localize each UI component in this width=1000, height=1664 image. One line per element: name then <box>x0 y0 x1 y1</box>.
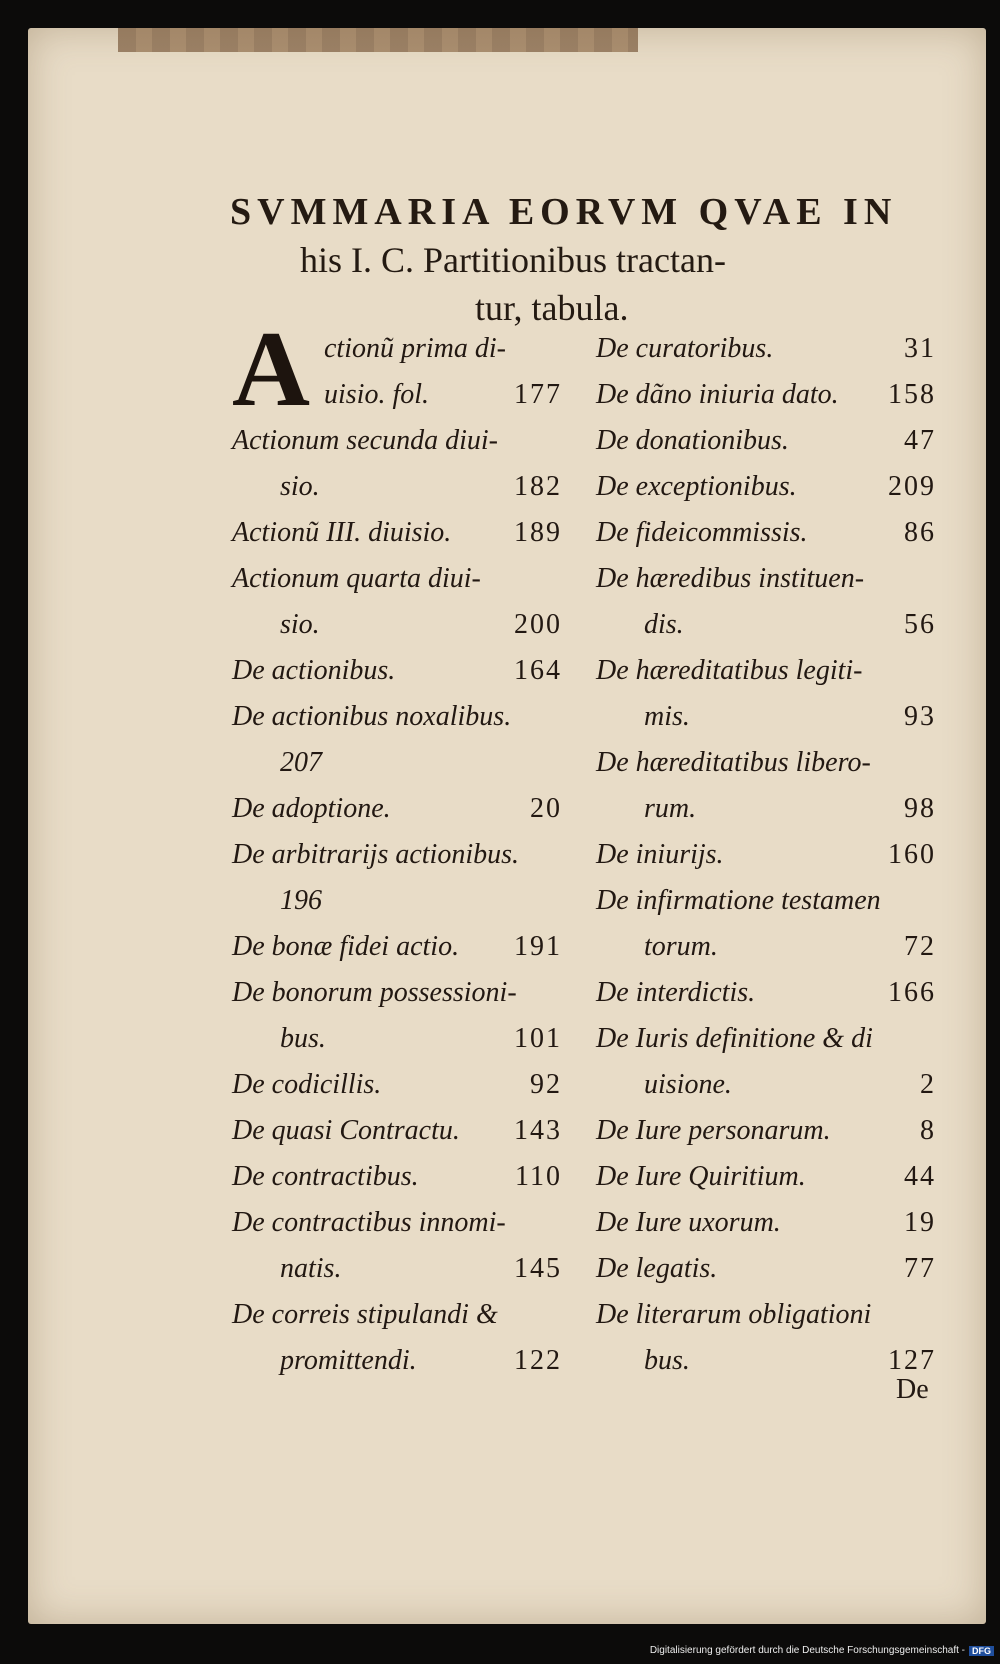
entry-page: 56 <box>904 609 936 640</box>
entry-page: 182 <box>514 471 562 502</box>
heading-line-3: tur, tabula. <box>475 288 629 328</box>
index-entry <box>596 556 936 602</box>
index-entry <box>596 1200 936 1246</box>
entry-page: 44 <box>904 1161 936 1192</box>
heading-line-2: his I. C. Partitionibus tractan- <box>300 240 726 280</box>
entry-page: 20 <box>530 793 562 824</box>
entry-page: 160 <box>888 839 936 870</box>
index-entry <box>232 878 562 924</box>
index-entry <box>596 1016 936 1062</box>
entry-text: De contractibus innomi- <box>232 1207 506 1238</box>
index-entry <box>596 786 936 832</box>
entry-page: 200 <box>514 609 562 640</box>
drop-cap-entry <box>232 310 562 429</box>
entry-text: De curatoribus. <box>596 333 774 364</box>
entry-text: De hæreditatibus libero- <box>596 747 871 778</box>
entry-text: Actionũ III. diuisio. <box>232 517 452 548</box>
index-entry <box>596 1338 936 1384</box>
entry-page: 92 <box>530 1069 562 1100</box>
catchword: De <box>896 1374 929 1405</box>
index-column-left <box>232 310 562 1384</box>
entry-page: 110 <box>515 1161 562 1192</box>
entry-page: 72 <box>904 931 936 962</box>
entry-page: 101 <box>514 1023 562 1054</box>
entry-text: De dãno iniuria dato. <box>596 379 839 410</box>
index-entry <box>232 1292 562 1338</box>
entry-text: De interdictis. <box>596 977 756 1008</box>
index-entry <box>232 556 562 602</box>
index-entry <box>232 924 562 970</box>
index-entry <box>232 1154 562 1200</box>
entry-text: uisio. fol. <box>324 379 430 410</box>
dfg-logo: DFG <box>969 1646 994 1656</box>
entry-page: 164 <box>514 655 562 686</box>
entry-text: torum. <box>644 931 718 962</box>
index-entry <box>232 694 562 740</box>
digitization-credit <box>650 1645 994 1656</box>
entry-page: 145 <box>514 1253 562 1284</box>
entry-text: rum. <box>644 793 697 824</box>
entry-text: De Iuris definitione & di <box>596 1023 873 1054</box>
index-entry <box>596 326 936 372</box>
entry-page: 143 <box>514 1115 562 1146</box>
index-entry <box>596 1108 936 1154</box>
entry-text: promittendi. <box>280 1345 417 1376</box>
entry-text: sio. <box>280 471 320 502</box>
drop-cap: A <box>232 310 310 429</box>
index-entry <box>596 740 936 786</box>
entry-page: 191 <box>514 931 562 962</box>
entry-page: 122 <box>514 1345 562 1376</box>
entry-page: 166 <box>888 977 936 1008</box>
entry-text: De exceptionibus. <box>596 471 797 502</box>
page-heading <box>230 188 920 332</box>
index-entry <box>596 464 936 510</box>
index-entry <box>596 1292 936 1338</box>
entry-page: 98 <box>904 793 936 824</box>
index-entry <box>596 602 936 648</box>
entry-page: 2 <box>920 1069 936 1100</box>
entry-text: De actionibus. <box>232 655 396 686</box>
entry-text: De adoptione. <box>232 793 391 824</box>
entry-page: 19 <box>904 1207 936 1238</box>
entry-text: De literarum obligationi <box>596 1299 872 1330</box>
index-entry <box>596 1154 936 1200</box>
entry-text: De legatis. <box>596 1253 718 1284</box>
entry-page: 177 <box>514 379 562 410</box>
index-entry <box>596 510 936 556</box>
entry-page: 8 <box>920 1115 936 1146</box>
index-entry <box>232 1108 562 1154</box>
index-entry <box>596 970 936 1016</box>
index-entry <box>596 878 936 924</box>
entry-page: 158 <box>888 379 936 410</box>
entry-page: 189 <box>514 517 562 548</box>
index-entry <box>232 1338 562 1384</box>
index-entry <box>232 786 562 832</box>
entry-text: De quasi Contractu. <box>232 1115 460 1146</box>
index-entry <box>596 1062 936 1108</box>
entry-text: mis. <box>644 701 690 732</box>
index-entry <box>232 832 562 878</box>
index-entry <box>232 510 562 556</box>
index-entry <box>232 1016 562 1062</box>
index-entry <box>596 1246 936 1292</box>
entry-text: De fideicommissis. <box>596 517 808 548</box>
entry-text: 196 <box>280 885 322 916</box>
index-entry <box>232 970 562 1016</box>
index-entry <box>232 1062 562 1108</box>
credit-text: Digitalisierung gefördert durch die Deutsche Forschungsgemeinschaft - <box>649 1645 965 1656</box>
index-entry <box>596 694 936 740</box>
heading-line-1: SVMMARIA EORVM QVAE IN <box>230 191 898 233</box>
entry-text: Actionum quarta diui- <box>232 563 481 594</box>
entry-text: De bonorum possessioni- <box>232 977 517 1008</box>
entry-text: Actionum secunda diui- <box>232 425 498 456</box>
entry-text: bus. <box>644 1345 690 1376</box>
entry-page: 77 <box>904 1253 936 1284</box>
entry-text: De infirmatione testamen <box>596 885 881 916</box>
index-entry <box>596 648 936 694</box>
index-entry <box>232 740 562 786</box>
entry-text: sio. <box>280 609 320 640</box>
entry-text: 207 <box>280 747 322 778</box>
entry-text: De iniurijs. <box>596 839 724 870</box>
index-entry <box>232 1200 562 1246</box>
index-entry <box>232 1246 562 1292</box>
entry-text: De arbitrarijs actionibus. <box>232 839 520 870</box>
entry-page: 127 <box>888 1345 936 1376</box>
entry-text: De hæreditatibus legiti- <box>596 655 863 686</box>
entry-text: De actionibus noxalibus. <box>232 701 512 732</box>
entry-page: 47 <box>904 425 936 456</box>
index-entry <box>232 648 562 694</box>
entry-text: De Iure Quiritium. <box>596 1161 806 1192</box>
entry-page: 93 <box>904 701 936 732</box>
index-entry <box>596 924 936 970</box>
index-entry <box>596 832 936 878</box>
page-edge-decoration <box>118 28 638 52</box>
entry-text: De correis stipulandi & <box>232 1299 498 1330</box>
entry-page: 209 <box>888 471 936 502</box>
entry-text: ctionũ prima di- <box>324 333 506 364</box>
entry-text: bus. <box>280 1023 326 1054</box>
entry-page: 86 <box>904 517 936 548</box>
entry-text: uisione. <box>644 1069 732 1100</box>
entry-text: De Iure personarum. <box>596 1115 831 1146</box>
entry-page: 31 <box>904 333 936 364</box>
index-entry <box>596 418 936 464</box>
index-entry <box>232 464 562 510</box>
index-entry <box>596 372 936 418</box>
entry-text: dis. <box>644 609 684 640</box>
index-column-right <box>596 326 936 1384</box>
entry-text: natis. <box>280 1253 342 1284</box>
entry-text: De contractibus. <box>232 1161 419 1192</box>
entry-text: De donationibus. <box>596 425 789 456</box>
entry-text: De bonæ fidei actio. <box>232 931 460 962</box>
entry-text: De hæredibus instituen- <box>596 563 865 594</box>
entry-text: De codicillis. <box>232 1069 382 1100</box>
entry-text: De Iure uxorum. <box>596 1207 781 1238</box>
index-entry <box>232 602 562 648</box>
